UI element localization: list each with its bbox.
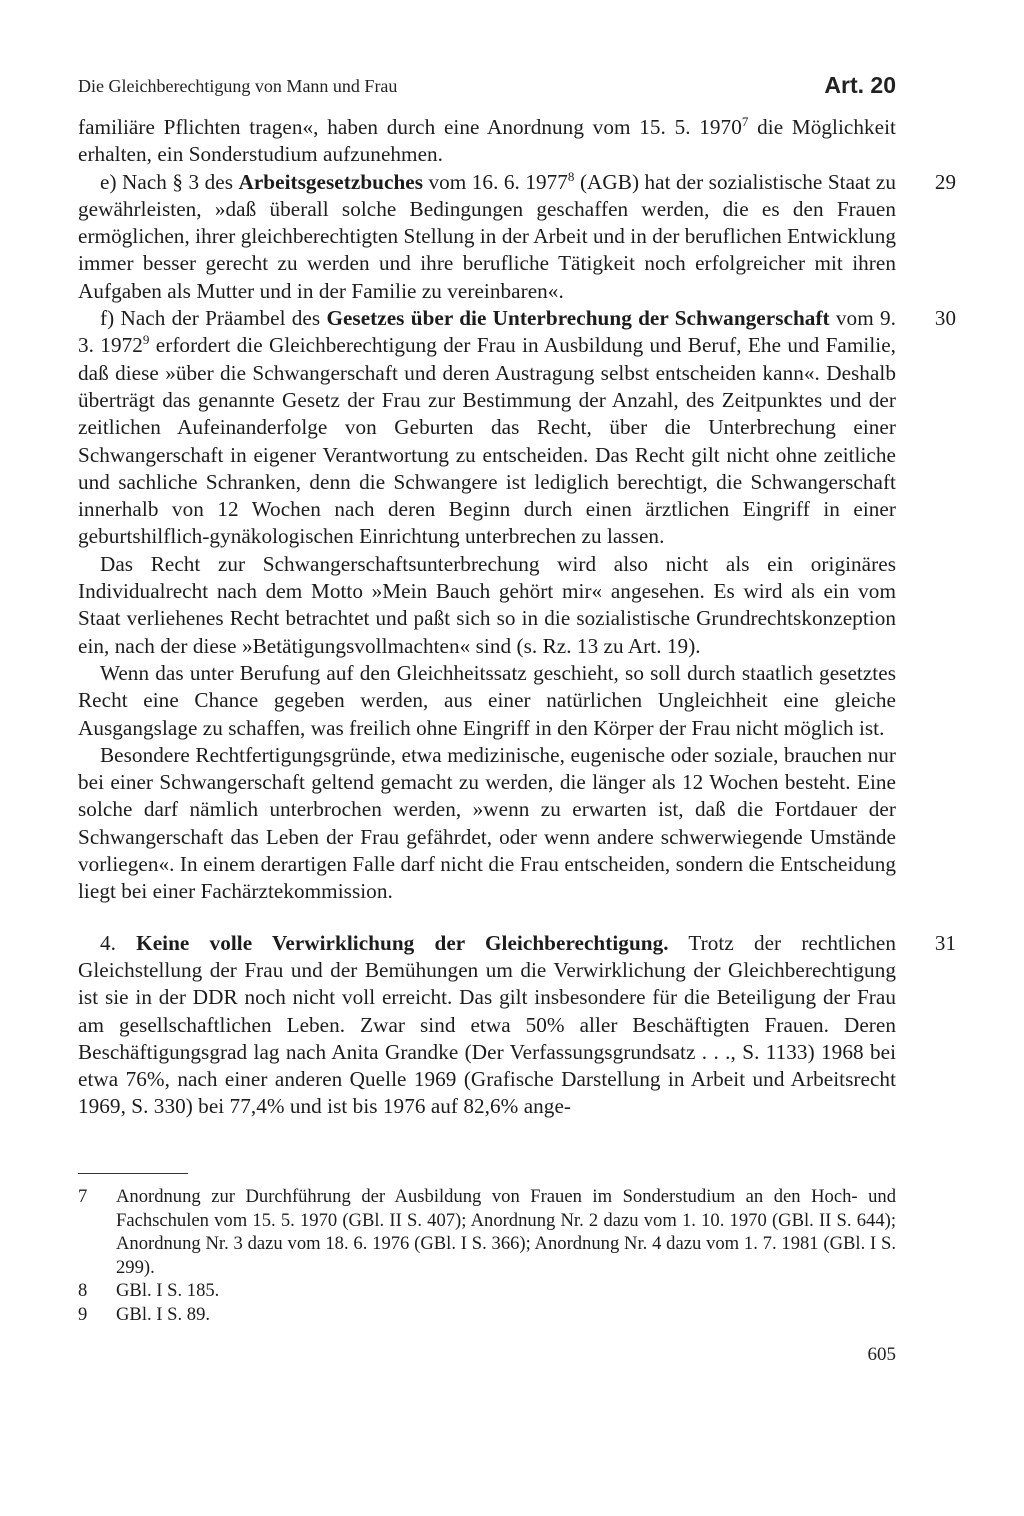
- paragraph-continuation: [78, 114, 896, 169]
- paragraph-text: (AGB) hat der sozialistische Staat zu gewährleisten, »daß überall solche Bedingungen geschaffen werden, die es den Frauen ermöglichen, ihrer gleichberechtigten Stellung in der Arbeit und in der beruflichen Entwicklung immer besser gerecht zu werden und ihre berufliche Tätigkeit noch erfolgreicher mit ihren Aufgaben als Mutter und in der Familie zu vereinbaren«.: [78, 169, 896, 303]
- margin-number-29: 29: [934, 169, 956, 194]
- margin-number-30: 30: [934, 306, 956, 331]
- paragraph-text: f) Nach der Präambel des: [100, 306, 327, 331]
- paragraph-text: vom 9. 3. 1972: [78, 306, 896, 358]
- footnote-text: Anordnung zur Durchführung der Ausbildung von Frauen im Sonderstudium an den Hoch- und Fachschulen vom 15. 5. 1970 (GBl. II S. 407); Anordnung Nr. 2 dazu vom 1. 10. 1970 (GBl. II S. 644); Anordnung Nr. 3 dazu vom 18. 6. 1976 (GBl. I S. 366); Anordnung Nr. 4 dazu vom 1. 7. 1981 (GBl. I S. 299).: [116, 1186, 896, 1278]
- footnote-text: GBl. I S. 185.: [116, 1280, 220, 1301]
- bold-term: Gesetzes über die Unterbrechung der Schwangerschaft: [326, 306, 830, 331]
- footnote-ref-9: 9: [142, 332, 150, 348]
- paragraph-e: [78, 168, 956, 305]
- body-text: [78, 113, 956, 1121]
- footnote-text: GBl. I S. 89.: [116, 1303, 211, 1325]
- paragraph-section-4: [78, 930, 956, 1121]
- footnote-ref-7: 7: [741, 113, 749, 129]
- footnote-number: 9: [78, 1303, 88, 1325]
- bold-term: Arbeitsgesetzbuches: [238, 169, 424, 194]
- paragraph-rechtfertigungsgruende: Besondere Rechtfertigungsgründe, etwa medizinische, eugenische oder soziale, brauchen nur bei einer Schwangerschaft geltend gemacht zu werden, die länger als 12 Wochen besteht. Eine solche darf nämlich unterbrochen werden, »wenn zu erwarten ist, daß die Fortdauer der Schwangerschaft das Leben der Frau gefährdet, oder wenn andere schwerwiegende Umstände vorliegen«. In einem derartigen Falle darf nicht die Frau entscheiden, sondern die Entscheidung liegt bei einer Fachärztekommission.: [78, 742, 896, 904]
- running-title: Die Gleichberechtigung von Mann und Frau: [78, 76, 398, 96]
- footnote-9: [78, 1303, 896, 1327]
- footnotes: [78, 1185, 896, 1326]
- paragraph-text: vom 16. 6. 1977: [423, 169, 568, 194]
- paragraph-text: die Möglichkeit erhalten, ein Sonderstudium aufzunehmen.: [78, 115, 896, 167]
- footnote-ref-8: 8: [567, 168, 575, 184]
- running-header: [78, 72, 896, 106]
- footnote-divider: [78, 1173, 188, 1174]
- paragraph-text: familiäre Pflichten tragen«, haben durch eine Anordnung vom 15. 5. 1970: [78, 115, 742, 139]
- paragraph-text: e) Nach § 3 des: [100, 169, 239, 194]
- footnote-8: [78, 1279, 896, 1303]
- section-heading: Keine volle Verwirklichung der Gleichberechtigung.: [136, 930, 669, 955]
- paragraph-individualrecht: Das Recht zur Schwangerschaftsunterbrechung wird also nicht als ein originäres Individualrecht nach dem Motto »Mein Bauch gehört mir« angesehen. Es wird als ein vom Staat verliehenes Recht betrachtet und paßt sich so in die sozialistische Grundrechtskonzeption ein, nach der diese »Betätigungsvollmachten« sind (s. Rz. 13 zu Art. 19).: [78, 551, 896, 658]
- paragraph-text: Trotz der rechtlichen Gleichstellung der Frau und der Bemühungen um die Verwirklichung der Gleichberechtigung ist sie in der DDR noch nicht voll erreicht. Das gilt insbesondere für die Beteiligung der Frau am gesellschaftlichen Leben. Zwar sind etwa 50% aller Beschäftigten Frauen. Deren Beschäftigungsgrad lag nach Anita Grandke (Der Verfassungsgrundsatz . . ., S. 1133) 1968 bei etwa 76%, nach einer anderen Quelle 1969 (Grafische Darstellung in Arbeit und Arbeitsrecht 1969, S. 330) bei 77,4% und ist bis 1976 auf 82,6% ange-: [78, 930, 896, 1119]
- footnote-number: 7: [78, 1186, 88, 1207]
- article-number: Art. 20: [824, 72, 896, 98]
- paragraph-f: [78, 305, 956, 551]
- paragraph-text: erfordert die Gleichberechtigung der Frau in Ausbildung und Beruf, Ehe und Familie, daß diese »über die Schwangerschaft und deren Austragung selbst entscheiden kann«. Deshalb überträgt das genannte Gesetz der Frau zur Bestimmung der Anzahl, des Zeitpunktes und der zeitlichen Aufeinanderfolge von Geburten das Recht, über die Unterbrechung einer Schwangerschaft in eigener Verantwortung zu entscheiden. Das Recht gilt nicht ohne zeitliche und sachliche Schranken, denn die Schwangere ist lediglich berechtigt, die Schwangerschaft innerhalb von 12 Wochen nach deren Beginn durch einen ärztlichen Eingriff in einer geburtshilflich-gynäkologischen Einrichtung unterbrechen zu lassen.: [78, 333, 897, 549]
- section-number: 4.: [100, 930, 137, 955]
- paragraph-gleichheitssatz: Wenn das unter Berufung auf den Gleichheitssatz geschieht, so soll durch staatlich gesetztes Recht eine Chance gegeben werden, aus einer natürlichen Ungleichheit eine gleiche Ausgangslage zu schaffen, was freilich ohne Eingriff in den Körper der Frau nicht möglich ist.: [78, 660, 896, 740]
- margin-number-31: 31: [934, 930, 956, 955]
- footnote-number: 8: [78, 1280, 88, 1301]
- footnote-7: [78, 1185, 896, 1279]
- page-number: 605: [867, 1344, 896, 1365]
